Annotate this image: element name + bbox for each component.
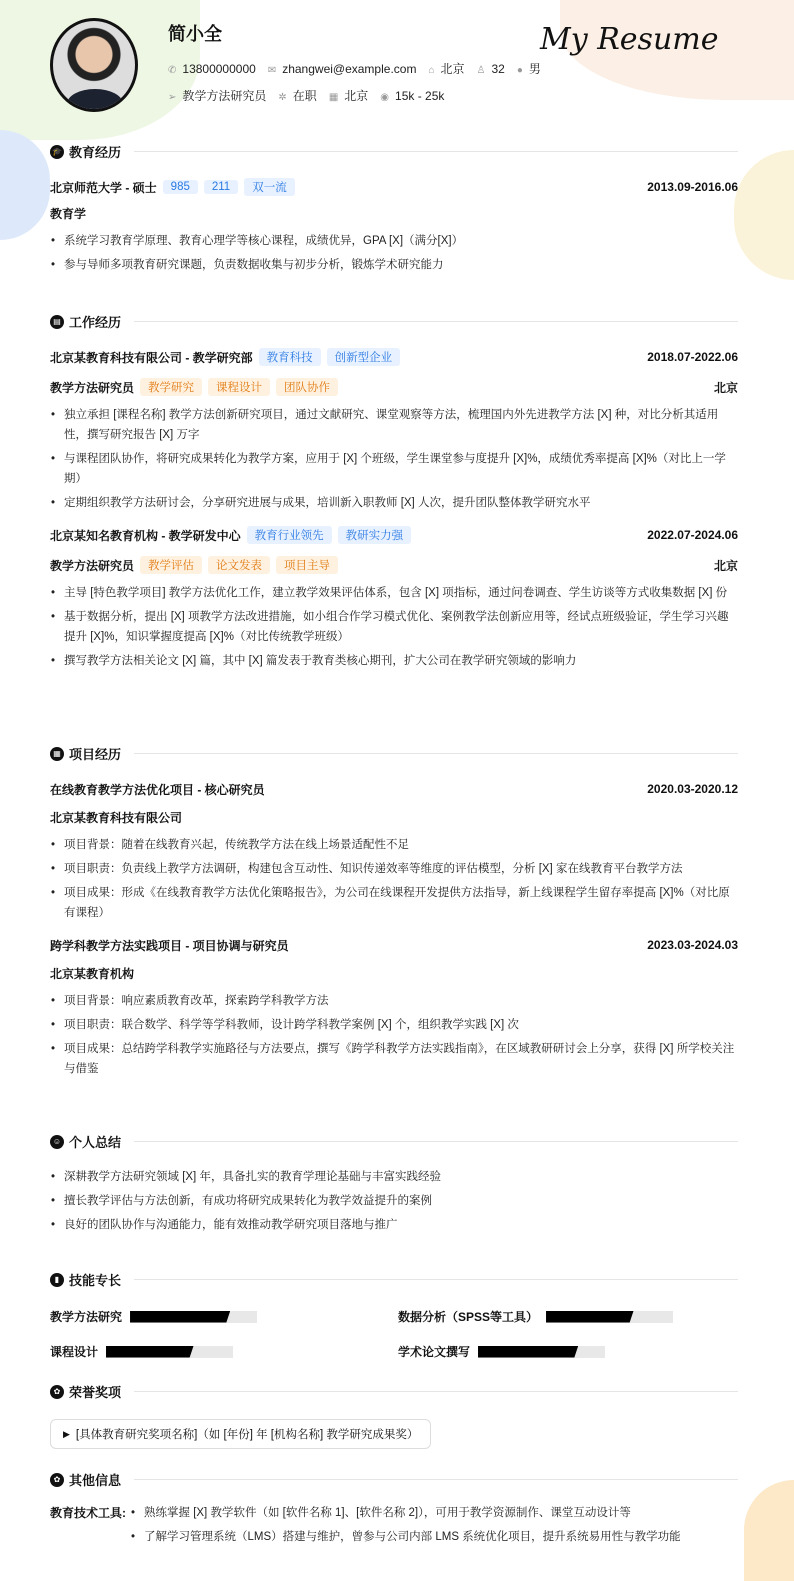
list-item: • 项目成果：总结跨学科教学实施路径与方法要点，撰写《跨学科教学方法实践指南》，在区域教研研讨会上分享，获得 [X] 所学校关注与借鉴	[50, 1039, 738, 1079]
status: 在职	[292, 89, 317, 103]
skills-section	[50, 1270, 738, 1370]
list-item: • 项目职责：负责线上教学方法调研，构建包含互动性、知识传递效率等维度的评估模型，分析 [X] 家在线教育平台教学方法	[50, 859, 738, 879]
section-title: 项目经历	[69, 747, 122, 762]
decor-blob	[734, 150, 794, 280]
tag: 团队协作	[276, 378, 338, 396]
tag: 创新型企业	[327, 348, 401, 366]
list-item: • 良好的团队协作与沟通能力，能有效推动教学研究项目落地与推广	[50, 1215, 738, 1235]
status-icon: ✲	[278, 92, 287, 103]
skill-bar	[130, 1311, 257, 1323]
send-icon: ➢	[168, 92, 177, 103]
skill-item	[50, 1343, 233, 1360]
date: 2013.09-2016.06	[647, 180, 738, 194]
salary-icon: ◉	[380, 91, 390, 103]
tag: 211	[204, 180, 238, 194]
company: 北京某教育科技有限公司 - 教学研究部	[50, 350, 253, 365]
skill-name: 学术论文撰写	[398, 1345, 471, 1359]
age-icon: ♙	[476, 64, 486, 76]
date: 2018.07-2022.06	[647, 350, 738, 364]
date: 2022.07-2024.06	[647, 528, 738, 542]
projects-section	[50, 744, 738, 1083]
work-item	[50, 347, 738, 513]
list-item: • 熟练掌握 [X] 教学软件（如 [软件名称 1]、[软件名称 2]），可用于教学资源制作、课堂互动设计等	[130, 1503, 738, 1523]
phone-icon: ✆	[168, 64, 177, 76]
skill-bar-fill	[478, 1346, 578, 1358]
major: 教育学	[50, 206, 87, 221]
skill-bar-fill	[106, 1346, 194, 1358]
role: 教学方法研究员	[50, 380, 135, 395]
list-item: • 擅长教学评估与方法创新，有成功将研究成果转化为教学效益提升的案例	[50, 1191, 738, 1211]
skill-name: 教学方法研究	[50, 1310, 123, 1324]
skill-bar	[478, 1346, 605, 1358]
school: 北京师范大学 - 硕士	[50, 180, 157, 195]
list-item: • 与课程团队协作，将研究成果转化为教学方案，应用于 [X] 个班级，学生课堂参与度提升 [X]%，成绩优秀率提高 [X]%（对比上一学期）	[50, 449, 738, 489]
work-item	[50, 525, 738, 671]
award-text: [具体教育研究奖项名称]（如 [年份] 年 [机构名称] 教学研究成果奖）	[75, 1429, 419, 1441]
briefcase-icon: ▤	[50, 315, 64, 329]
list-item: • 了解学习管理系统（LMS）搭建与维护，曾参与公司内部 LMS 系统优化项目，提升系统易用性与教学功能	[130, 1527, 738, 1547]
home-icon: ⌂	[428, 65, 435, 76]
target-city: 北京	[344, 89, 369, 103]
age: 32	[491, 61, 505, 76]
company: 北京某知名教育机构 - 教学研发中心	[50, 528, 241, 543]
bar-chart-icon: ▮	[50, 1273, 64, 1287]
salary: 15k - 25k	[395, 88, 445, 103]
skill-bar	[546, 1311, 673, 1323]
skill-item	[398, 1343, 605, 1360]
tag: 论文发表	[208, 556, 270, 574]
gender: 男	[528, 62, 541, 76]
phone: 13800000000	[182, 61, 256, 76]
list-item: • 项目背景：随着在线教育兴起，传统教学方法在线上场景适配性不足	[50, 835, 738, 855]
profile-header	[50, 18, 750, 138]
tag: 教育行业领先	[247, 526, 332, 544]
project-name: 在线教育教学方法优化项目 - 核心研究员	[50, 782, 265, 797]
list-item: • 项目背景：响应素质教育改革，探索跨学科教学方法	[50, 991, 738, 1011]
tag: 985	[163, 180, 198, 194]
tag: 双一流	[244, 178, 295, 196]
my-resume-title: My Resume	[540, 22, 719, 57]
graduation-cap-icon: 🎓	[50, 145, 64, 159]
list-item: • 参与导师多项教育研究课题，负责数据收集与初步分析，锻炼学术研究能力	[50, 255, 738, 275]
grid-icon: ▦	[50, 747, 64, 761]
triangle-right-icon: ▶	[63, 1428, 70, 1439]
skill-name: 数据分析（SPSS等工具）	[398, 1310, 539, 1324]
avatar	[50, 18, 138, 112]
award-item[interactable]	[50, 1419, 431, 1449]
user-icon: ☺	[50, 1135, 64, 1149]
role: 教学方法研究员	[50, 558, 135, 573]
decor-flower	[744, 1480, 794, 1581]
list-item: • 系统学习教育学原理、教育心理学等核心课程，成绩优异，GPA [X]（满分[X]）	[50, 231, 738, 251]
section-title: 其他信息	[69, 1473, 122, 1488]
candidate-name: 简小全	[168, 24, 222, 44]
tag: 教研实力强	[338, 526, 412, 544]
date: 2020.03-2020.12	[647, 782, 738, 796]
city: 北京	[713, 558, 738, 573]
date: 2023.03-2024.03	[647, 938, 738, 952]
mail-icon: ✉	[267, 64, 277, 76]
section-title: 技能专长	[69, 1273, 122, 1288]
skill-bar-fill	[130, 1311, 230, 1323]
list-item: • 项目成果：形成《在线教育教学方法优化策略报告》，为公司在线课程开发提供方法指导，新上线课程学生留存率提高 [X]%（对比原有课程）	[50, 883, 738, 923]
list-item: • 撰写教学方法相关论文 [X] 篇，其中 [X] 篇发表于教育类核心期刊，扩大公司在教学研究领域的影响力	[50, 651, 738, 671]
skill-item	[398, 1308, 673, 1325]
contact-row	[168, 60, 541, 77]
work-section	[50, 312, 738, 675]
list-item: • 深耕教学方法研究领域 [X] 年，具备扎实的教育学理论基础与丰富实践经验	[50, 1167, 738, 1187]
org: 北京某教育机构	[50, 966, 135, 981]
list-item: • 独立承担 [课程名称] 教学方法创新研究项目，通过文献研究、课堂观察等方法，梳理国内外先进教学方法 [X] 种，对比分析其适用性，撰写研究报告 [X] 万字	[50, 405, 738, 445]
award-icon: ✿	[50, 1385, 64, 1399]
tag: 课程设计	[208, 378, 270, 396]
job-row	[168, 87, 444, 104]
tag: 教学评估	[140, 556, 202, 574]
list-item: • 基于数据分析，提出 [X] 项教学方法改进措施，如小组合作学习模式优化、案例教学法创新应用等，经试点班级验证，学生学习兴趣提升 [X]%，知识掌握度提高 [X]%（对比传统教学班级）	[50, 607, 738, 647]
section-title: 个人总结	[69, 1135, 122, 1150]
skill-bar	[106, 1346, 233, 1358]
skill-item	[50, 1308, 257, 1325]
section-title: 教育经历	[69, 145, 122, 160]
email: zhangwei@example.com	[282, 61, 417, 76]
position: 教学方法研究员	[182, 89, 267, 103]
list-item: • 主导 [特色教学项目] 教学方法优化工作，建立教学效果评估体系，包含 [X] 项指标，通过问卷调查、学生访谈等方式收集数据 [X] 份	[50, 583, 738, 603]
honors-section	[50, 1382, 738, 1449]
skill-bar-fill	[546, 1311, 634, 1323]
org: 北京某教育科技有限公司	[50, 810, 183, 825]
list-item: • 项目职责：联合数学、科学等学科教师，设计跨学科教学案例 [X] 个，组织教学实践 [X] 次	[50, 1015, 738, 1035]
tag: 教学研究	[140, 378, 202, 396]
section-title: 工作经历	[69, 315, 122, 330]
skill-name: 课程设计	[50, 1345, 99, 1359]
education-section	[50, 142, 738, 279]
other-label: 教育技术工具:	[50, 1506, 126, 1520]
tag: 项目主导	[276, 556, 338, 574]
summary-section	[50, 1132, 738, 1239]
city: 北京	[713, 380, 738, 395]
building-icon: ▦	[328, 92, 339, 103]
other-section	[50, 1470, 738, 1551]
location: 北京	[440, 62, 465, 76]
project-name: 跨学科教学方法实践项目 - 项目协调与研究员	[50, 938, 289, 953]
section-title: 荣誉奖项	[69, 1385, 122, 1400]
tag: 教育科技	[259, 348, 321, 366]
list-item: • 定期组织教学方法研讨会，分享研究进展与成果，培训新入职教师 [X] 人次，提升团队整体教学研究水平	[50, 493, 738, 513]
info-icon: ✿	[50, 1473, 64, 1487]
gender-icon: ●	[516, 65, 523, 76]
decor-leaf	[0, 130, 50, 240]
